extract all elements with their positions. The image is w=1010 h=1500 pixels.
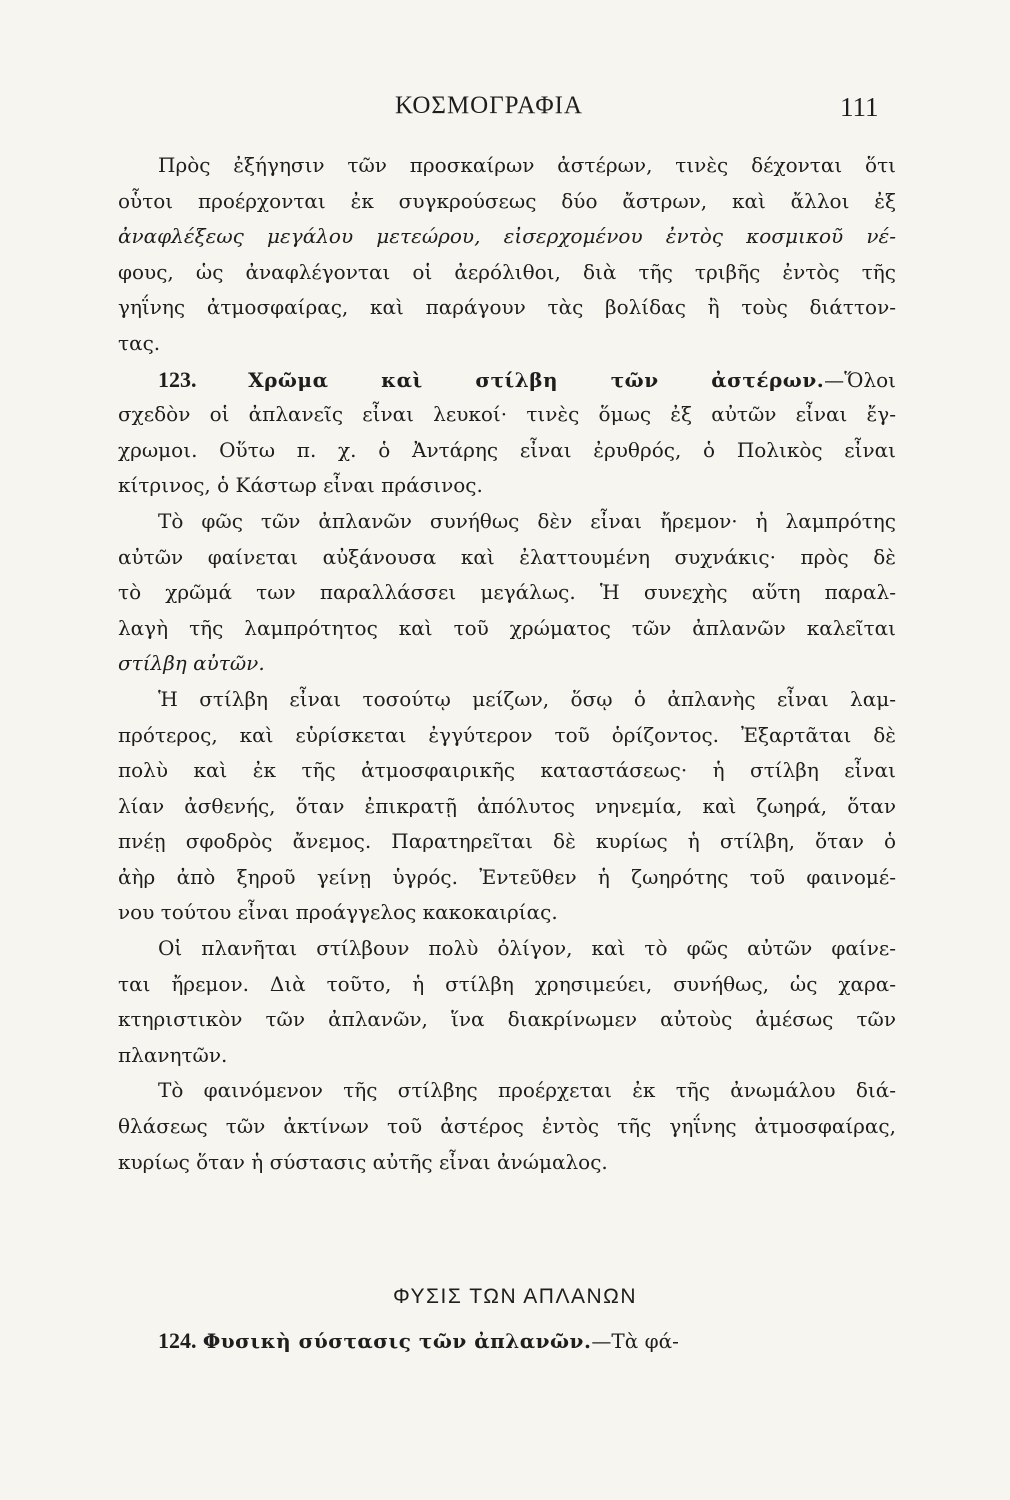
text-line: γηΐνης ἀτμοσφαίρας, καὶ παράγουν τὰς βολίδας ἢ τοὺς διάττον-	[118, 295, 896, 320]
text-line: τας.	[118, 330, 161, 355]
paragraph-twinkling-conditions	[118, 682, 896, 931]
text-line: Τὸ φῶς τῶν ἀπλανῶν συνήθως δὲν εἶναι ἤρεμον· ἡ λαμπρότης	[158, 508, 896, 533]
chapter-heading: ΦΥΣΙΣ ΤΩΝ ΑΠΛΑΝΩΝ	[392, 1285, 638, 1308]
text-line: θλάσεως τῶν ἀκτίνων τοῦ ἀστέρος ἐντὸς τῆς γηΐνης ἀτμοσφαίρας,	[118, 1114, 896, 1139]
text-line: λίαν ἀσθενής, ὅταν ἐπικρατῇ ἀπόλυτος νηνεμία, καὶ ζωηρά, ὅταν	[118, 793, 896, 818]
line-part: οὗτοι προέρχονται ἐκ συγκρούσεως δύο ἄστρων, καὶ ἄλλοι ἐξ	[118, 188, 896, 213]
paragraph-refraction	[118, 1073, 896, 1180]
section-124-heading	[118, 1323, 896, 1359]
text-line: λαγὴ τῆς λαμπρότητος καὶ τοῦ χρώματος τῶν ἀπλανῶν καλεῖται	[118, 615, 896, 640]
main-text	[118, 148, 896, 1180]
text-line: τὸ χρῶμά των παραλλάσσει μεγάλως. Ἡ συνεχὴς αὕτη παραλ-	[118, 580, 896, 605]
line-part: ἀναφλέξεως μεγάλου μετεώρου, εἰσερχομένου ἐντὸς κοσμικοῦ νέ-	[118, 224, 896, 249]
line-part: —Ὅλοι	[824, 367, 896, 392]
text-line	[118, 219, 896, 255]
text-line: κτηριστικὸν τῶν ἀπλανῶν, ἵνα διακρίνωμεν αὐτοὺς ἀμέσως τῶν	[118, 1007, 896, 1032]
section-number: 124.	[158, 1328, 197, 1353]
text-line: στίλβη αὐτῶν.	[118, 651, 265, 676]
text-line: νου τούτου εἶναι προάγγελος κακοκαιρίας.	[118, 900, 558, 925]
text-line: κίτρινος, ὁ Κάστωρ εἶναι πράσινος.	[118, 473, 483, 498]
text-line: αὐτῶν φαίνεται αὐξάνουσα καὶ ἐλαττουμένη συχνάκις· πρὸς δὲ	[118, 544, 896, 569]
text-line: Οἱ πλανῆται στίλβουν πολὺ ὀλίγον, καὶ τὸ φῶς αὐτῶν φαίνε-	[158, 936, 896, 961]
running-title: ΚΟΣΜΟΓΡΑΦΙΑ	[395, 92, 583, 119]
section-number: 123.	[158, 366, 197, 392]
text-line: πλανητῶν.	[118, 1042, 228, 1067]
text-line: χρωμοι. Οὕτω π. χ. ὁ Ἀντάρης εἶναι ἐρυθρός, ὁ Πολικὸς εἶναι	[118, 437, 896, 462]
line-part: —Τὰ φά-	[591, 1329, 679, 1353]
text-line: Ἡ στίλβη εἶναι τοσούτῳ μείζων, ὅσῳ ὁ ἀπλανὴς εἶναι λαμ-	[158, 686, 896, 711]
text-line: ται ἤρεμον. Διὰ τοῦτο, ἡ στίλβη χρησιμεύει, συνήθως, ὡς χαρα-	[118, 971, 896, 996]
text-line: πνέῃ σφοδρὸς ἄνεμος. Παρατηρεῖται δὲ κυρίως ἡ στίλβη, ὅταν ὁ	[118, 829, 896, 854]
text-line: πρότερος, καὶ εὑρίσκεται ἐγγύτερον τοῦ ὁρίζοντος. Ἐξαρτᾶται δὲ	[118, 722, 896, 747]
section-123-heading	[118, 362, 896, 398]
text-line: κυρίως ὅταν ἡ σύστασις αὐτῆς εἶναι ἀνώμαλος.	[118, 1149, 608, 1174]
text-line: σχεδὸν οἱ ἀπλανεῖς εἶναι λευκοί· τινὲς ὅμως ἐξ αὐτῶν εἶναι ἔγ-	[118, 402, 896, 427]
section-title: Χρῶμα καὶ στίλβη τῶν ἀστέρων.	[248, 367, 825, 392]
page-header	[0, 92, 1010, 132]
paragraph-twinkling	[118, 504, 896, 682]
text-line: φους, ὡς ἀναφλέγονται οἱ ἀερόλιθοι, διὰ τῆς τριβῆς ἐντὸς τῆς	[118, 259, 896, 284]
indent-spacer	[118, 1329, 158, 1353]
text-line: Τὸ φαινόμενον τῆς στίλβης προέρχεται ἐκ τῆς ἀνωμάλου διά-	[158, 1078, 896, 1103]
section-title: Φυσικὴ σύστασις τῶν ἀπλανῶν.	[202, 1329, 592, 1353]
text-line: Πρὸς ἐξήγησιν τῶν προσκαίρων ἀστέρων, τινὲς δέχονται ὅτι	[158, 153, 896, 177]
paragraph-planets	[118, 931, 896, 1073]
paragraph-temporary-stars	[118, 148, 896, 362]
text-line: ἀὴρ ἀπὸ ξηροῦ γείνῃ ὑγρός. Ἐντεῦθεν ἡ ζωηρότης τοῦ φαινομέ-	[118, 864, 896, 889]
paragraph-star-colors	[118, 397, 896, 504]
text-line: πολὺ καὶ ἐκ τῆς ἀτμοσφαιρικῆς καταστάσεως· ἡ στίλβη εἶναι	[118, 758, 896, 783]
page-number: 111	[840, 92, 879, 122]
text-line	[118, 184, 896, 220]
